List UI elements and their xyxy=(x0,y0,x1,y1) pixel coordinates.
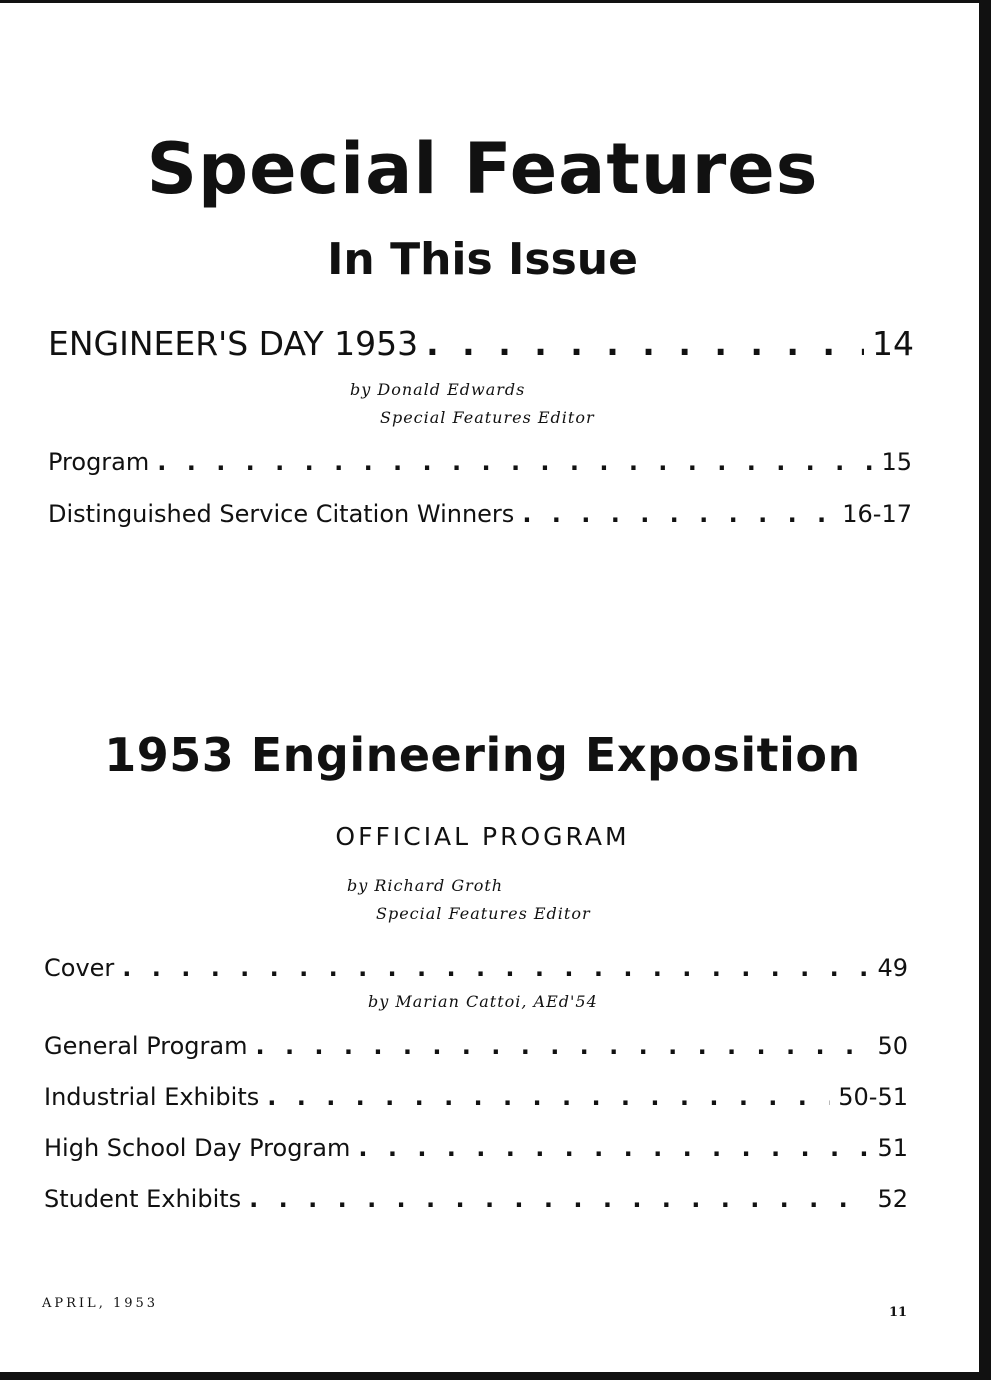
footer-page-number: 11 xyxy=(889,1305,908,1320)
page-title: Special Features xyxy=(146,128,819,210)
dot-leader xyxy=(249,1185,869,1213)
toc-entry-engineers-day xyxy=(48,324,914,363)
toc-entry-industrial-exhibits xyxy=(44,1083,908,1111)
toc-entry-page: 16-17 xyxy=(842,500,912,528)
dot-leader xyxy=(255,1032,869,1060)
dot-leader xyxy=(522,500,834,528)
byline-role: Special Features Editor xyxy=(380,408,595,427)
toc-entry-general-program xyxy=(44,1032,908,1060)
dot-leader xyxy=(157,448,873,476)
toc-entry-label: Cover xyxy=(44,954,115,982)
section-title: 1953 Engineering Exposition xyxy=(104,728,861,782)
toc-entry-citation-winners xyxy=(48,500,912,528)
toc-entry-label: High School Day Program xyxy=(44,1134,351,1162)
byline-role: Special Features Editor xyxy=(376,904,591,923)
toc-entry-label: Student Exhibits xyxy=(44,1185,242,1213)
toc-entry-label: Program xyxy=(48,448,150,476)
page-edge-bottom xyxy=(0,1372,991,1380)
page-edge-top xyxy=(0,0,991,3)
toc-entry-page: 49 xyxy=(877,954,908,982)
toc-entry-label: General Program xyxy=(44,1032,248,1060)
toc-entry-high-school-day xyxy=(44,1134,908,1162)
section-subtitle: OFFICIAL PROGRAM xyxy=(335,822,630,851)
toc-entry-label: Industrial Exhibits xyxy=(44,1083,260,1111)
toc-entry-cover xyxy=(44,954,908,982)
byline-author: by Richard Groth xyxy=(347,876,504,895)
page-edge-right xyxy=(979,0,991,1380)
footer-date: APRIL, 1953 xyxy=(42,1296,159,1311)
toc-entry-page: 15 xyxy=(881,448,912,476)
toc-entry-page: 50 xyxy=(877,1032,908,1060)
cover-byline: by Marian Cattoi, AEd'54 xyxy=(368,992,598,1011)
toc-entry-page: 50-51 xyxy=(838,1083,908,1111)
byline-author: by Donald Edwards xyxy=(350,380,526,399)
toc-entry-program xyxy=(48,448,912,476)
toc-entry-label: Distinguished Service Citation Winners xyxy=(48,500,515,528)
toc-entry-page: 52 xyxy=(877,1185,908,1213)
toc-entry-page: 51 xyxy=(877,1134,908,1162)
dot-leader xyxy=(267,1083,830,1111)
toc-entry-label: ENGINEER'S DAY 1953 xyxy=(48,324,419,363)
dot-leader xyxy=(122,954,869,982)
page-subtitle: In This Issue xyxy=(327,234,638,285)
dot-leader xyxy=(358,1134,869,1162)
dot-leader xyxy=(426,324,864,363)
toc-entry-page: 14 xyxy=(872,324,914,363)
toc-entry-student-exhibits xyxy=(44,1185,908,1213)
